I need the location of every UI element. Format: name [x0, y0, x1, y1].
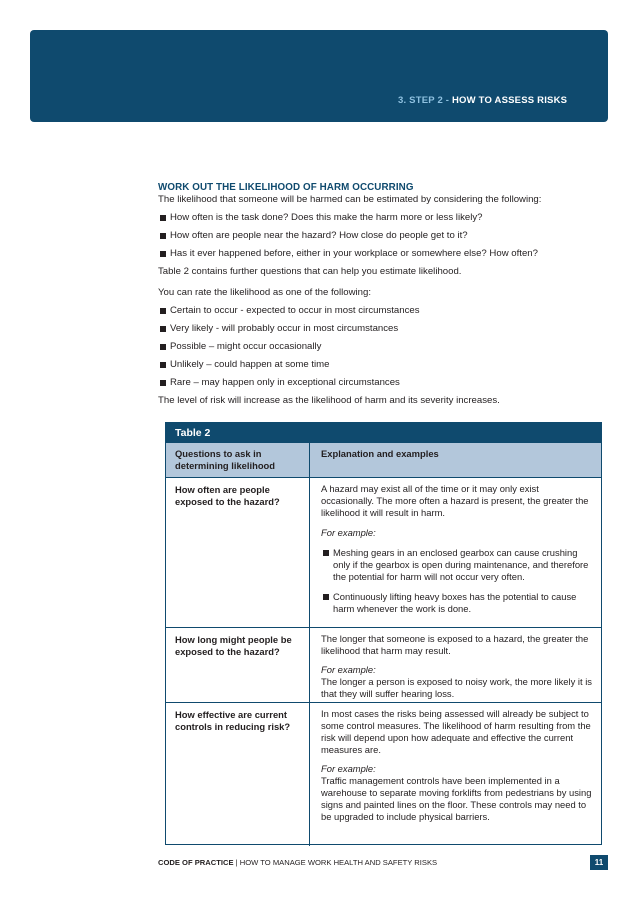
column-header-questions: Questions to ask in determining likelihood [166, 443, 310, 477]
intro-paragraph: The likelihood that someone will be harmed can be estimated by considering the following: [158, 194, 542, 205]
row-explanation: The longer that someone is exposed to a hazard, the greater the likelihood that harm may result. [321, 633, 589, 656]
example-label: For example: [321, 763, 376, 774]
example-text: The longer a person is exposed to noisy work, the more likely it is that they will suffer hearing loss. [321, 676, 592, 699]
column-header-explanation: Explanation and examples [321, 448, 439, 459]
section-title [398, 95, 567, 106]
table-reference: Table 2 contains further questions that can help you estimate likelihood. [158, 266, 462, 277]
footer-title: HOW TO MANAGE WORK HEALTH AND SAFETY RISKS [239, 858, 438, 867]
list-item: How often is the task done? Does this make the harm more or less likely? [158, 212, 608, 224]
list-item: How often are people near the hazard? How close do people get to it? [158, 230, 608, 242]
row-explanation-cell [310, 478, 601, 627]
section-title-text: HOW TO ASSESS RISKS [451, 95, 568, 106]
row-explanation: In most cases the risks being assessed will already be subject to some control measures. The likelihood of harm resulting from the risk will depend upon how adequate and effective the current measures are. [321, 708, 591, 755]
example-label: For example: [321, 527, 376, 538]
rating-list [158, 305, 608, 389]
example-list [321, 547, 593, 615]
row-question: How often are people exposed to the hazard? [166, 478, 310, 627]
row-question: How effective are current controls in reducing risk? [166, 703, 310, 846]
row-explanation: A hazard may exist all of the time or it may only exist occasionally. The more often a hazard is present, the greater the likelihood it will result in harm. [321, 483, 589, 518]
page-number: 11 [590, 855, 608, 870]
question-list [158, 212, 608, 260]
row-question: How long might people be exposed to the hazard? [166, 628, 310, 702]
list-item: Meshing gears in an enclosed gearbox can cause crushing only if the gearbox is open during maintenance, and therefore the potential for harm will not occur very often. [321, 547, 593, 583]
table-row [166, 477, 601, 627]
list-item: Certain to occur - expected to occur in most circumstances [158, 305, 608, 317]
header-banner [30, 30, 608, 122]
example-text: Traffic management controls have been implemented in a warehouse to separate moving forklifts from pedestrians by using signs and painted lines on the floor. These controls may need to be upgraded to include physical barriers. [321, 775, 592, 822]
table-row [166, 627, 601, 702]
rate-intro: You can rate the likelihood as one of the following: [158, 287, 371, 298]
section-heading: WORK OUT THE LIKELIHOOD OF HARM OCCURRING [158, 182, 414, 193]
list-item: Possible – might occur occasionally [158, 341, 608, 353]
footer-doc: CODE OF PRACTICE [158, 858, 234, 867]
table-title: Table 2 [166, 423, 601, 443]
body-content [158, 182, 608, 407]
likelihood-table [165, 422, 602, 845]
table-header-row [166, 443, 601, 477]
row-explanation-cell [310, 703, 601, 846]
table-row [166, 702, 601, 846]
list-item: Continuously lifting heavy boxes has the potential to cause harm whenever the work is done. [321, 591, 593, 615]
row-explanation-cell [310, 628, 601, 702]
example-label: For example: [321, 664, 376, 675]
list-item: Unlikely – could happen at some time [158, 359, 608, 371]
list-item: Rare – may happen only in exceptional circumstances [158, 377, 608, 389]
footer-separator: | [235, 858, 238, 867]
conclusion-paragraph: The level of risk will increase as the likelihood of harm and its severity increases. [158, 395, 500, 406]
list-item: Very likely - will probably occur in most circumstances [158, 323, 608, 335]
footer [158, 858, 437, 867]
list-item: Has it ever happened before, either in your workplace or somewhere else? How often? [158, 248, 608, 260]
section-step: 3. STEP 2 - [398, 95, 450, 106]
